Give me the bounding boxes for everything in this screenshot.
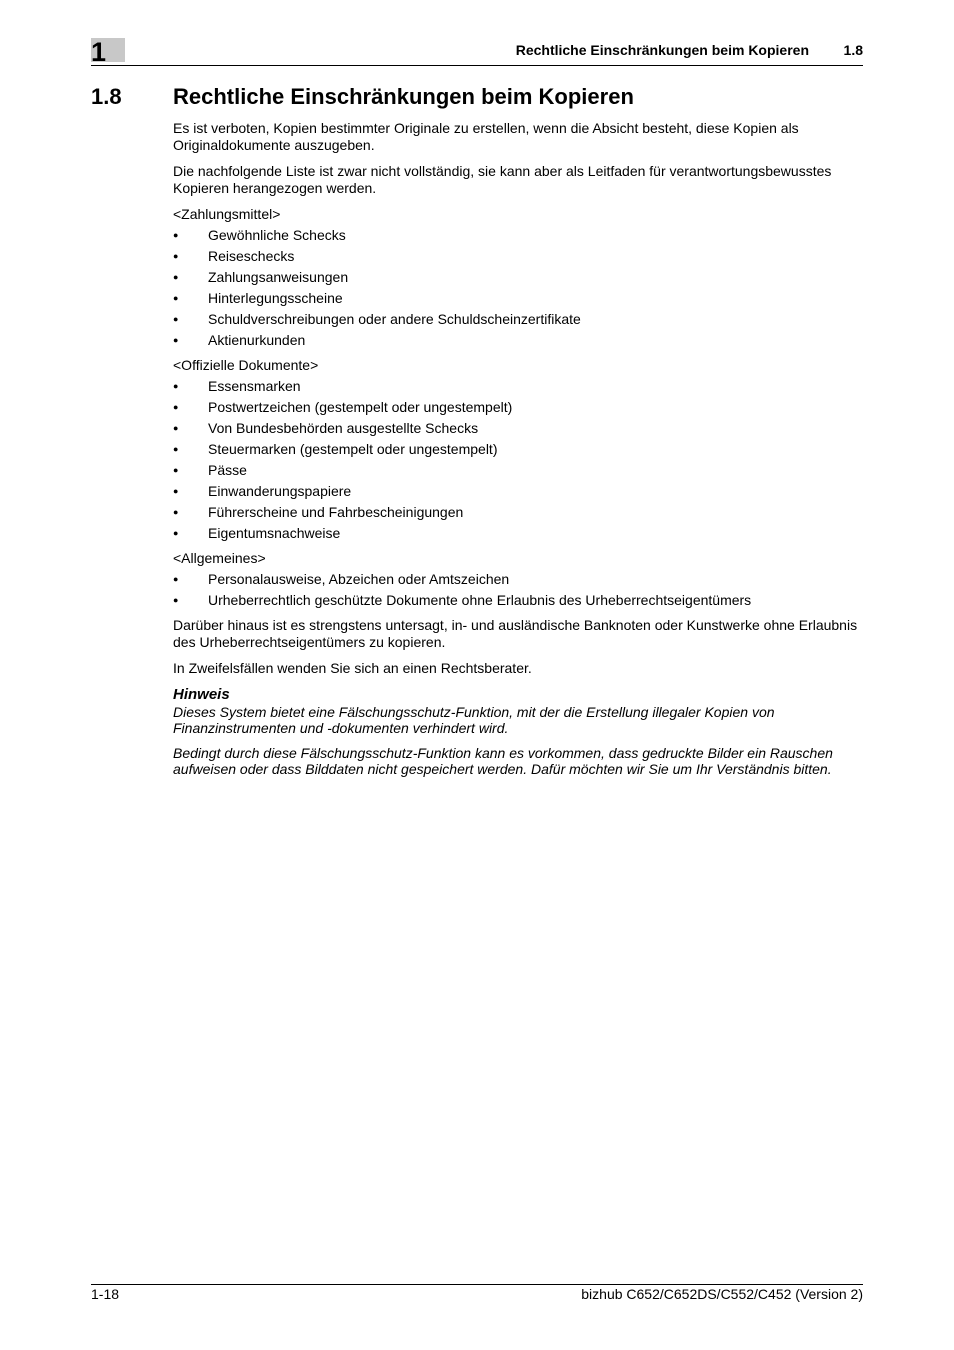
bullet-list-general <box>173 571 863 609</box>
list-item: ● Gewöhnliche Schecks <box>173 227 863 244</box>
intro-paragraph-2: Die nachfolgende Liste ist zwar nicht vollständig, sie kann aber als Leitfaden für verantwortungsbewusstes Kopieren herangezogen werden. <box>173 163 832 196</box>
list-item: ● Zahlungsanweisungen <box>173 269 863 286</box>
section-heading <box>91 84 634 110</box>
list-item: ● Eigentumsnachweise <box>173 525 863 542</box>
footer-product-name: bizhub C652/C652DS/C552/C452 (Version 2) <box>581 1286 863 1302</box>
list-item: ● Schuldverschreibungen oder andere Schuldscheinzertifikate <box>173 311 863 328</box>
group-label-official: <Offizielle Dokumente> <box>173 357 319 373</box>
list-item: ● Führerscheine und Fahrbescheinigungen <box>173 504 863 521</box>
list-item: ● Aktienurkunden <box>173 332 863 349</box>
outro-paragraph-2: In Zweifelsfällen wenden Sie sich an einen Rechtsberater. <box>173 660 532 676</box>
footer-divider <box>91 1284 863 1285</box>
footer-page-number: 1-18 <box>91 1286 120 1302</box>
note-paragraph-1: Dieses System bietet eine Fälschungsschutz-Funktion, mit der die Erstellung illegaler Kopien von Finanzinstrumenten und -dokumenten verhindert wird. <box>173 704 775 736</box>
list-item: ● Personalausweise, Abzeichen oder Amtszeichen <box>173 571 863 588</box>
list-item: ● Essensmarken <box>173 378 863 395</box>
list-item: ● Pässe <box>173 462 863 479</box>
list-item: ● Von Bundesbehörden ausgestellte Schecks <box>173 420 863 437</box>
chapter-number: 1 <box>91 37 106 67</box>
running-header-section: 1.8 <box>843 42 863 58</box>
list-item: ● Postwertzeichen (gestempelt oder ungestempelt) <box>173 399 863 416</box>
list-item: ● Urheberrechtlich geschützte Dokumente ohne Erlaubnis des Urheberrechtseigentümers <box>173 592 863 609</box>
group-label-payment: <Zahlungsmittel> <box>173 206 281 222</box>
bullet-list-payment <box>173 227 863 349</box>
group-label-general: <Allgemeines> <box>173 550 266 566</box>
page-content <box>173 120 863 786</box>
list-item: ● Steuermarken (gestempelt oder ungestempelt) <box>173 441 863 458</box>
list-item: ● Hinterlegungsscheine <box>173 290 863 307</box>
section-number: 1.8 <box>91 84 122 109</box>
note-paragraph-2: Bedingt durch diese Fälschungsschutz-Funktion kann es vorkommen, dass gedruckte Bilder ein Rauschen aufweisen oder dass Bilddaten nicht gespeichert werden. Dafür möchten wir Sie um Ihr Verständnis bitten. <box>173 745 833 777</box>
intro-paragraph-1: Es ist verboten, Kopien bestimmter Originale zu erstellen, wenn die Absicht besteht, diese Kopien als Originaldokumente auszugeben. <box>173 120 799 153</box>
running-header-title: Rechtliche Einschränkungen beim Kopieren <box>515 42 809 58</box>
outro-paragraph-1: Darüber hinaus ist es strengstens untersagt, in- und ausländische Banknoten oder Kunstwerke ohne Erlaubnis des Urheberrechtseigentümers zu kopieren. <box>173 617 858 650</box>
note-title: Hinweis <box>173 686 230 703</box>
list-item: ● Einwanderungspapiere <box>173 483 863 500</box>
section-title: Rechtliche Einschränkungen beim Kopieren <box>173 84 634 109</box>
list-item: ● Reiseschecks <box>173 248 863 265</box>
bullet-list-official <box>173 378 863 542</box>
header-divider <box>91 65 863 66</box>
